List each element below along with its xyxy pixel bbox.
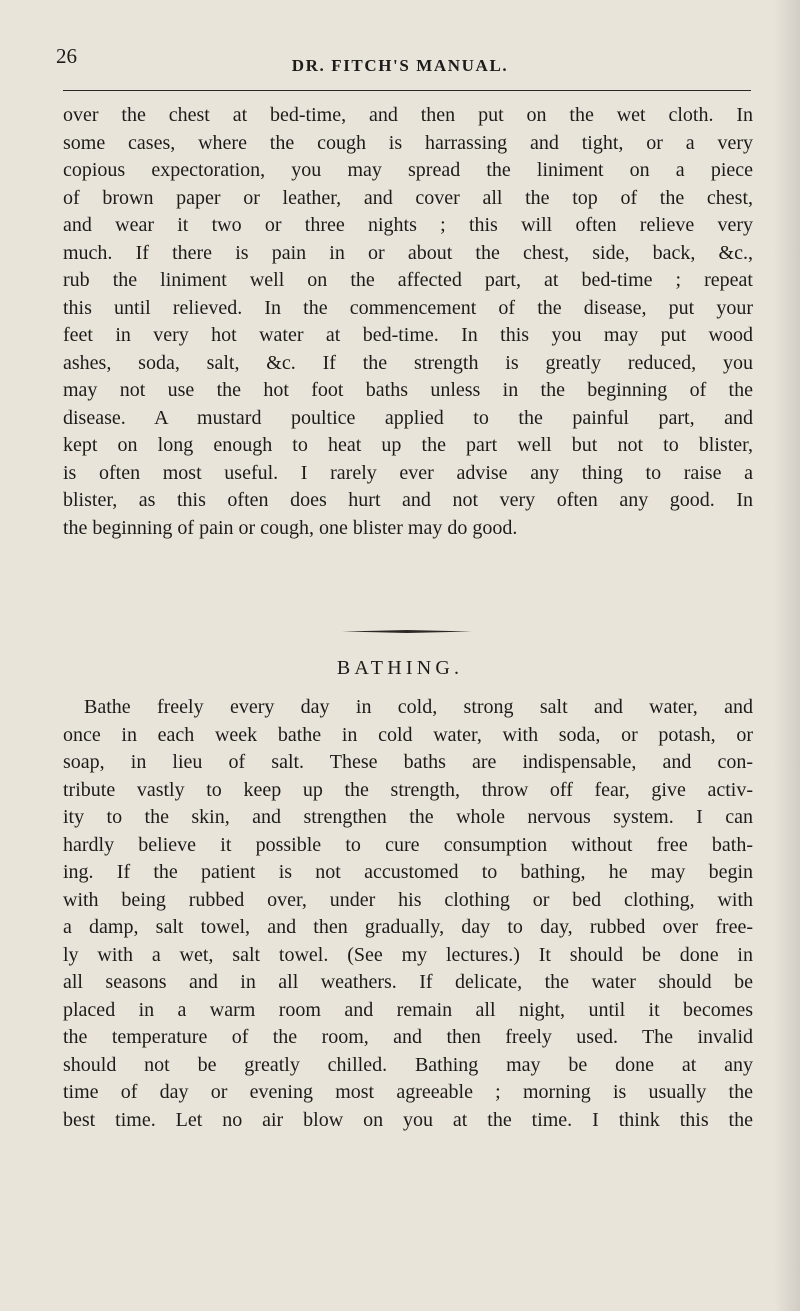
paragraph-consumption-treatment	[63, 102, 753, 542]
text-line: this until relieved. In the commencement of the disease, put your	[63, 296, 753, 319]
text-line: much. If there is pain in or about the chest, side, back, &c.,	[63, 241, 753, 264]
page-edge-shadow	[774, 0, 800, 1311]
text-line: of brown paper or leather, and cover all the top of the chest,	[63, 186, 753, 209]
text-line: ly with a wet, salt towel. (See my lectures.) It should be done in	[63, 943, 753, 966]
text-line: kept on long enough to heat up the part well but not to blister,	[63, 434, 753, 456]
text-line: the temperature of the room, and then freely used. The invalid	[63, 1026, 753, 1048]
text-line: disease. A mustard poultice applied to the painful part, and	[63, 406, 753, 429]
text-line: rub the liniment well on the affected part, at bed-time ; repeat	[63, 269, 753, 291]
text-line: placed in a warm room and remain all night, until it becomes	[63, 998, 753, 1021]
text-line: tribute vastly to keep up the strength, throw off fear, give activ-	[63, 778, 753, 801]
text-line: hardly believe it possible to cure consumption without free bath-	[63, 833, 753, 856]
running-title: DR. FITCH'S MANUAL.	[291, 56, 509, 75]
text-line: soap, in lieu of salt. These baths are indispensable, and con-	[63, 751, 753, 773]
text-line: ity to the skin, and strengthen the whole nervous system. I can	[63, 806, 753, 828]
text-line: the beginning of pain or cough, one blister may do good.	[63, 516, 518, 539]
page-number: 26	[56, 44, 77, 68]
text-line: time of day or evening most agreeable ; morning is usually the	[63, 1081, 753, 1103]
paragraph-bathing	[63, 694, 753, 1134]
text-line: and wear it two or three nights ; this will often relieve very	[63, 214, 753, 236]
text-line: with being rubbed over, under his clothing or bed clothing, with	[63, 888, 753, 911]
text-line: best time. Let no air blow on you at the time. I think this the	[63, 1108, 753, 1131]
text-line: blister, as this often does hurt and not very often any good. In	[63, 489, 753, 511]
text-line: copious expectoration, you may spread the liniment on a piece	[63, 159, 753, 181]
text-line: all seasons and in all weathers. If delicate, the water should be	[63, 971, 753, 993]
text-line: Bathe freely every day in cold, strong salt and water, and	[84, 696, 753, 718]
text-line: ashes, soda, salt, &c. If the strength is greatly reduced, you	[63, 351, 753, 374]
text-line: may not use the hot foot baths unless in the beginning of the	[63, 379, 753, 401]
text-line: feet in very hot water at bed-time. In this you may put wood	[63, 324, 753, 346]
text-line: should not be greatly chilled. Bathing may be done at any	[63, 1053, 753, 1076]
text-line: once in each week bathe in cold water, with soda, or potash, or	[63, 723, 753, 746]
section-heading-bathing: BATHING.	[336, 657, 464, 679]
text-line: over the chest at bed-time, and then put on the wet cloth. In	[63, 104, 753, 126]
text-line: a damp, salt towel, and then gradually, day to day, rubbed over free-	[63, 916, 753, 938]
text-line: some cases, where the cough is harrassing and tight, or a very	[63, 131, 753, 154]
text-line: ing. If the patient is not accustomed to bathing, he may begin	[63, 861, 753, 883]
section-divider	[342, 630, 472, 633]
header-rule	[63, 90, 751, 91]
text-line: is often most useful. I rarely ever advise any thing to raise a	[63, 461, 753, 484]
